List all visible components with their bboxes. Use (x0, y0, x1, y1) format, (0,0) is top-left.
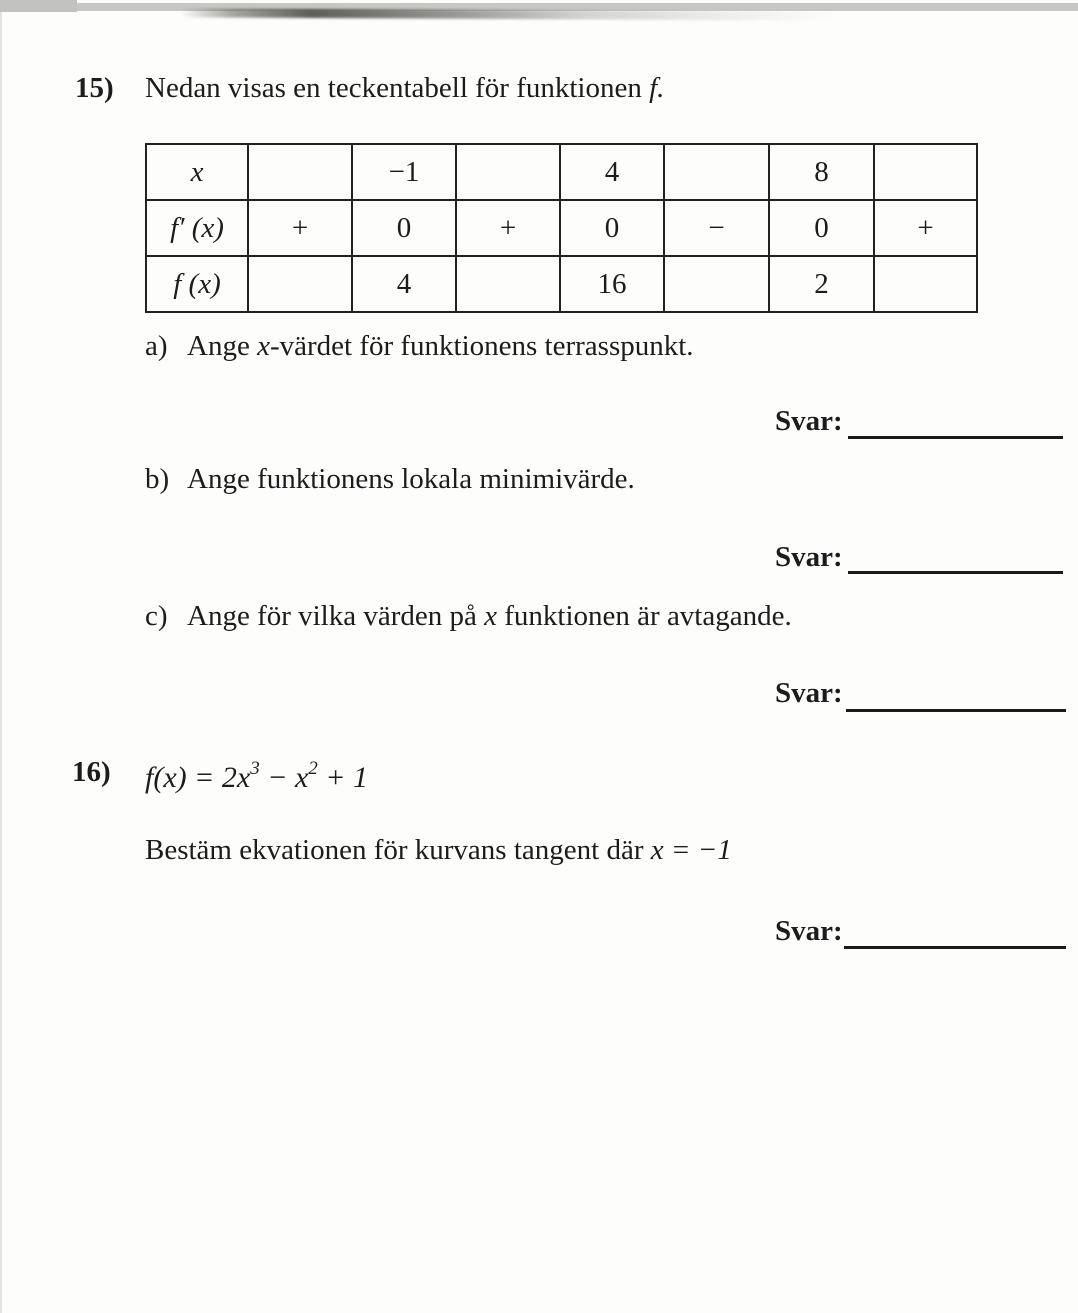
question-15-prompt-text: Nedan visas en teckentabell för funktionen (145, 72, 650, 104)
answer-label-15a: Svar: (775, 405, 843, 437)
answer-label-16: Svar: (775, 915, 843, 947)
formula-exponent-3: 3 (250, 758, 260, 779)
table-cell: 16 (560, 256, 664, 312)
part-letter-b: b) (145, 463, 170, 495)
part-a-text-post: -värdet för funktionens terrasspunkt. (269, 330, 694, 362)
formula-mid: − x (259, 761, 309, 794)
answer-blank-16 (844, 946, 1066, 949)
table-cell-f-label: f (x) (146, 256, 248, 312)
part-letter-a: a) (145, 330, 168, 362)
formula-lead: f(x) = 2x (145, 761, 251, 794)
table-cell (456, 256, 560, 312)
table-cell: 2 (769, 256, 874, 312)
question-15-number: 15) (75, 72, 114, 104)
table-cell: + (248, 200, 352, 256)
sign-table (145, 143, 978, 313)
math-f: f. (649, 72, 665, 104)
table-cell (874, 144, 977, 200)
table-cell-x-label: x (146, 144, 248, 200)
math-x: x (257, 330, 270, 362)
answer-blank-15c (846, 709, 1066, 712)
question-16-task (145, 832, 732, 868)
question-15-prompt (145, 70, 664, 106)
part-a-text-pre: Ange (187, 330, 258, 362)
question-15c (145, 598, 792, 634)
table-cell (874, 256, 977, 312)
part-b-text-pre: Ange funktionens lokala minimivärde. (187, 463, 635, 495)
table-cell-fprime-label: f′ (x) (146, 200, 248, 256)
table-cell: −1 (352, 144, 456, 200)
sign-table-row-x (146, 144, 977, 200)
math-x-equals: x = −1 (650, 834, 732, 866)
question-16-formula (145, 752, 368, 797)
scan-left-edge-artifact (0, 0, 2, 1313)
answer-label-15b: Svar: (775, 541, 843, 573)
table-cell: 0 (560, 200, 664, 256)
question-15b (145, 461, 635, 497)
formula-tail: + 1 (317, 761, 369, 794)
sign-table-row-f (146, 256, 977, 312)
part-c-text-pre: Ange för vilka värden på (187, 600, 485, 632)
question-15a (145, 328, 694, 364)
answer-label-15c: Svar: (775, 677, 843, 709)
answer-blank-15b (848, 571, 1063, 574)
table-cell: 0 (769, 200, 874, 256)
task-text: Bestäm ekvationen för kurvans tangent där (145, 834, 651, 866)
table-cell (664, 144, 769, 200)
part-c-text-post: funktionen är avtagande. (497, 600, 792, 632)
question-16-number: 16) (72, 756, 111, 788)
table-cell: + (456, 200, 560, 256)
sign-table-row-fprime (146, 200, 977, 256)
table-cell (456, 144, 560, 200)
table-cell: + (874, 200, 977, 256)
table-cell (248, 144, 352, 200)
scan-top-left-artifact (0, 0, 77, 12)
table-cell (248, 256, 352, 312)
table-cell: 8 (769, 144, 874, 200)
table-cell: 4 (352, 256, 456, 312)
part-letter-c: c) (145, 600, 168, 632)
formula-exponent-2: 2 (308, 758, 318, 779)
answer-blank-15a (848, 436, 1063, 439)
table-cell: − (664, 200, 769, 256)
table-cell: 4 (560, 144, 664, 200)
table-cell: 0 (352, 200, 456, 256)
table-cell (664, 256, 769, 312)
math-x: x (484, 600, 498, 632)
